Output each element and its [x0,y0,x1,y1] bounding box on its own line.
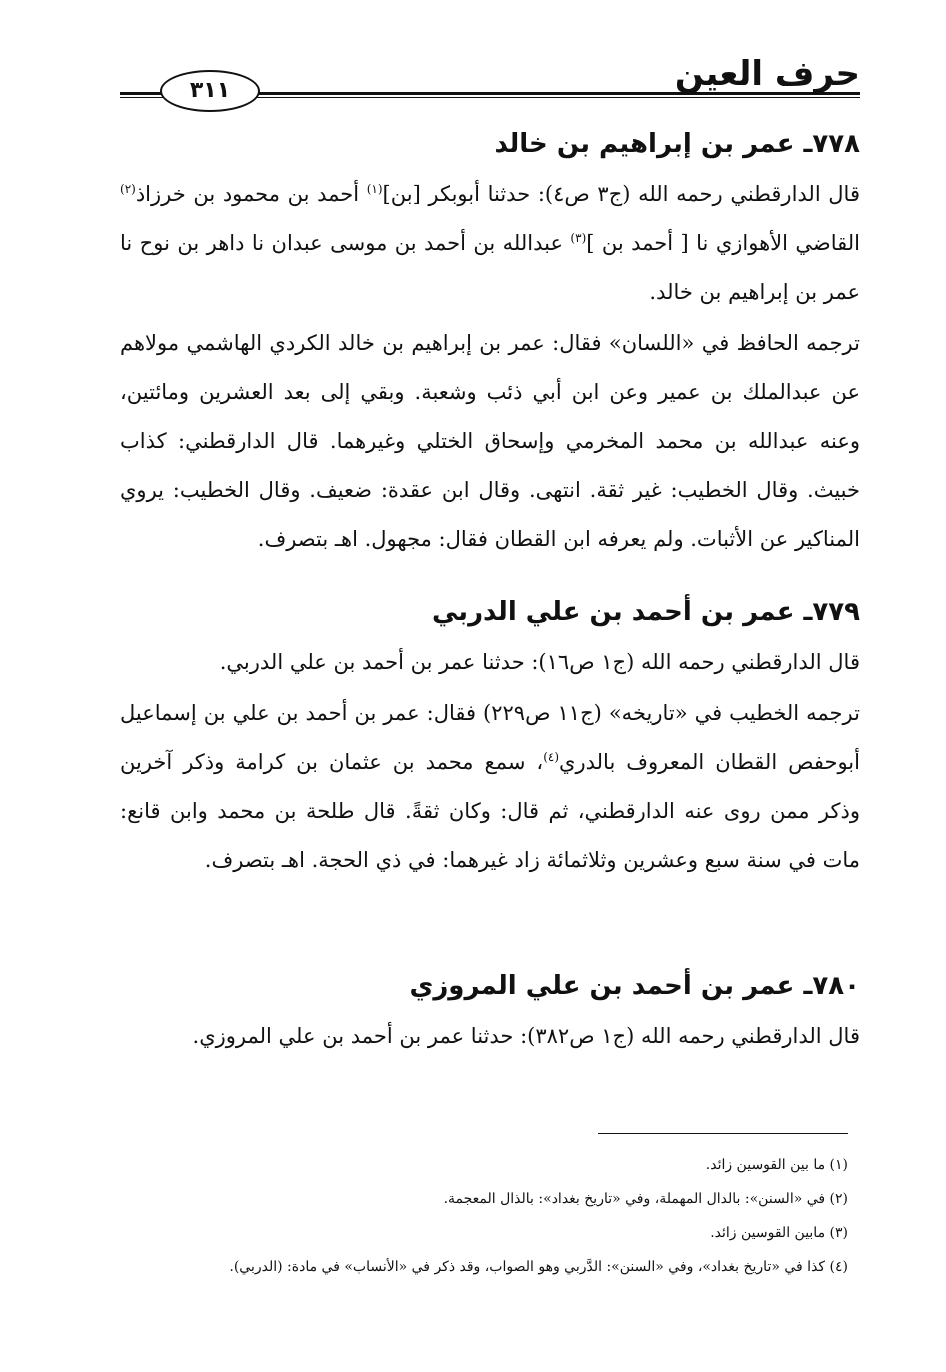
page-number: ٣١١ [160,70,260,112]
paragraph-text: القاضي الأهوازي نا [ أحمد بن ] [586,231,860,255]
entry-779 [120,592,860,885]
footnote: (١) ما بين القوسين زائد. [705,1157,848,1173]
entry-paragraph [120,170,860,317]
entry-paragraph: ترجمه الحافظ في «اللسان» فقال: عمر بن إبراهيم بن خالد الكردي الهاشمي مولاهم عن عبدالملك بن عمير وعن ابن أبي ذئب وشعبة. وبقي إلى بعد العشرين ومائتين، وعنه عبدالله بن محمد المخرمي وإسحاق الختلي وغيرهما. قال الدارقطني: كذاب خبيث. وقال الخطيب: غير ثقة. انتهى. وقال ابن عقدة: ضعيف. وقال الخطيب: يروي المناكير عن الأثبات. ولم يعرفه ابن القطان فقال: مجهول. اهـ بتصرف. [120,331,860,551]
footnote-ref[interactable]: (٢) [120,182,136,196]
entry-778 [120,124,860,564]
footnote-ref[interactable]: (١) [366,182,383,196]
paragraph-text: قال الدارقطني رحمه الله (ج٣ ص٤): حدثنا أبوبكر [بن] [382,182,860,206]
footnote-ref[interactable]: (٤) [543,750,560,764]
entry-780 [120,966,860,1061]
footnotes [120,1148,848,1284]
footnote-ref[interactable]: (٣) [570,231,587,245]
paragraph-text: عبدالله بن أحمد بن موسى عبدان نا داهر بن نوح نا عمر بن إبراهيم بن خالد. [120,231,860,304]
entry-heading: ٧٨٠ـ عمر بن أحمد بن علي المروزي [409,971,860,1001]
entry-heading: ٧٧٩ـ عمر بن أحمد بن علي الدربي [432,597,860,627]
entry-heading: ٧٧٨ـ عمر بن إبراهيم بن خالد [494,129,860,159]
paragraph-text: ترجمه الخطيب في «تاريخه» (ج١١ ص٢٢٩) فقال: عمر بن أحمد بن علي بن إسماعيل أبوحفص القطان المعروف بالدري [120,701,860,774]
page-header [120,48,860,104]
entry-paragraph: قال الدارقطني رحمه الله (ج١ ص٣٨٢): حدثنا عمر بن أحمد بن علي المروزي. [192,1024,860,1048]
entry-paragraph: قال الدارقطني رحمه الله (ج١ ص١٦): حدثنا عمر بن أحمد بن علي الدربي. [219,650,860,674]
chapter-title: حرف العين [674,54,860,94]
entry-paragraph [120,689,860,885]
footnote: (٣) مابين القوسين زائد. [710,1225,848,1241]
footnote: (٤) كذا في «تاريخ بغداد»، وفي «السنن»: الدَّربي وهو الصواب، وقد ذكر في «الأنساب» في مادة: (الدربي). [229,1259,848,1275]
paragraph-text: أحمد بن محمود بن خرزاذ [135,182,367,206]
paragraph-text: ، سمع محمد بن عثمان بن كرامة وذكر آخرين وذكر ممن روى عنه الدارقطني، ثم قال: وكان ثقةً. قال طلحة بن محمد وابن قانع: مات في سنة سبع وعشرين وثلاثمائة زاد غيرهما: في ذي الحجة. اهـ بتصرف. [120,750,860,872]
footnote: (٢) في «السنن»: بالدال المهملة، وفي «تاريخ بغداد»: بالذال المعجمة. [443,1191,848,1207]
footnote-separator [598,1133,848,1134]
